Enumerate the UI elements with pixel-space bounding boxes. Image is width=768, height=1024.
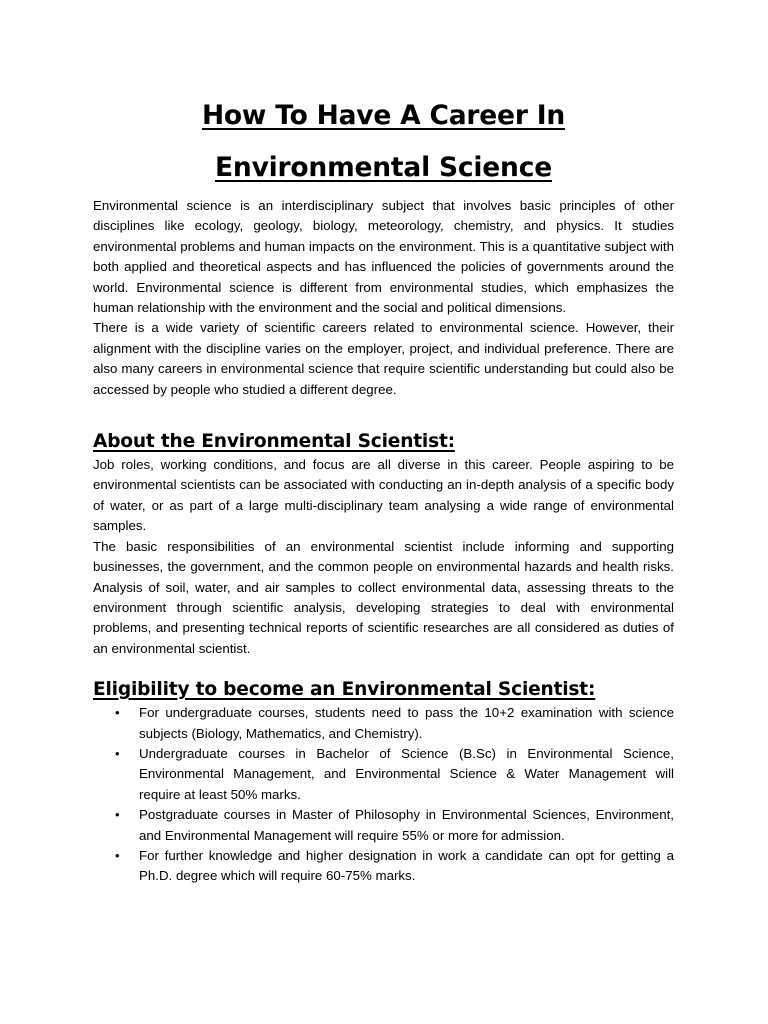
- page-title: How To Have A Career In Environmental Science: [201, 100, 566, 183]
- intro-paragraph-2: There is a wide variety of scientific careers related to environmental science. However, their alignment with the discipline varies on the employer, project, and individual preference. There are also many careers in environmental science that require scientific understanding but could also be accessed by people who studied a different degree.: [93, 320, 674, 397]
- about-heading: About the Environmental Scientist:: [93, 431, 455, 453]
- list-item: • For undergraduate courses, students need to pass the 10+2 examination with science subjects (Biology, Mathematics, and Chemistry).: [139, 703, 674, 744]
- list-item: • Undergraduate courses in Bachelor of Science (B.Sc) in Environmental Science, Environmental Management, and Environmental Science & Water Management will require at least 50% marks.: [139, 744, 674, 805]
- intro-paragraph-1: Environmental science is an interdisciplinary subject that involves basic principles of other disciplines like ecology, geology, biology, meteorology, chemistry, and physics. It studies environmental problems and human impacts on the environment. This is a quantitative subject with both applied and theoretical aspects and has influenced the policies of governments around the world. Environmental science is different from environmental studies, which emphasizes the human relationship with the environment and the social and political dimensions.: [93, 198, 674, 316]
- list-item: • For further knowledge and higher designation in work a candidate can opt for getting a Ph.D. degree which will require 60-75% marks.: [139, 846, 674, 887]
- list-item: • Postgraduate courses in Master of Philosophy in Environmental Sciences, Environment, and Environmental Management will require 55% or more for admission.: [139, 805, 674, 846]
- eligibility-heading: Eligibility to become an Environmental Scientist:: [93, 679, 596, 701]
- about-paragraph-2: The basic responsibilities of an environmental scientist include informing and supporting businesses, the government, and the common people on environmental hazards and health risks. Analysis of soil, water, and air samples to collect environmental data, assessing threats to the environment through scientific analysis, developing strategies to deal with environmental problems, and presenting technical reports of scientific researches are all considered as duties of an environmental scientist.: [93, 538, 674, 656]
- eligibility-list: [93, 703, 674, 887]
- about-paragraph-1: Job roles, working conditions, and focus are all diverse in this career. People aspiring to be environmental scientists can be associated with conducting an in-depth analysis of a specific body of water, or as part of a large multi-disciplinary team analysing a wide range of environmental samples.: [93, 457, 674, 534]
